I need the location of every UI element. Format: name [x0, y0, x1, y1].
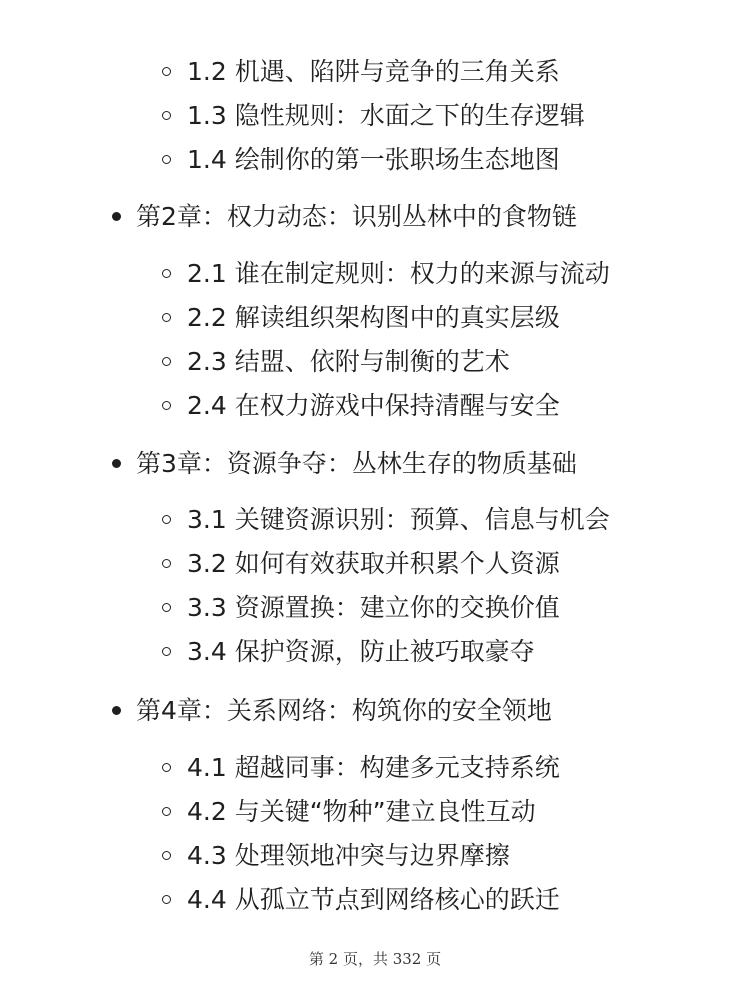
toc-section-text: 2.4 在权力游戏中保持清醒与安全 [187, 391, 560, 420]
toc-section-text: 3.3 资源置换：建立你的交换价值 [187, 593, 560, 622]
toc-section-2-3[interactable] [162, 340, 510, 384]
toc-section-3-1[interactable] [162, 498, 610, 542]
toc-section-text: 3.2 如何有效获取并积累个人资源 [187, 549, 560, 578]
toc-section-text: 3.1 关键资源识别：预算、信息与机会 [187, 505, 610, 534]
hollow-bullet-icon [162, 67, 171, 76]
hollow-bullet-icon [162, 269, 171, 278]
toc-section-4-3[interactable] [162, 834, 510, 878]
toc-section-3-2[interactable] [162, 542, 560, 586]
filled-bullet-icon [112, 459, 121, 468]
hollow-bullet-icon [162, 357, 171, 366]
toc-section-text: 4.4 从孤立节点到网络核心的跃迁 [187, 885, 560, 914]
toc-chapter-text: 第3章：资源争夺：丛林生存的物质基础 [136, 449, 577, 478]
toc-section-text: 2.1 谁在制定规则：权力的来源与流动 [187, 259, 610, 288]
toc-section-text: 1.2 机遇、陷阱与竞争的三角关系 [187, 57, 560, 86]
toc-chapter-text: 第2章：权力动态：识别丛林中的食物链 [136, 202, 577, 231]
hollow-bullet-icon [162, 807, 171, 816]
toc-section-1-3[interactable] [162, 94, 585, 138]
hollow-bullet-icon [162, 313, 171, 322]
toc-section-4-1[interactable] [162, 746, 560, 790]
toc-section-text: 4.1 超越同事：构建多元支持系统 [187, 753, 560, 782]
hollow-bullet-icon [162, 895, 171, 904]
toc-section-text: 4.2 与关键“物种”建立良性互动 [187, 797, 536, 826]
toc-section-4-4[interactable] [162, 878, 560, 922]
hollow-bullet-icon [162, 515, 171, 524]
hollow-bullet-icon [162, 647, 171, 656]
toc-chapter-text: 第4章：关系网络：构筑你的安全领地 [136, 696, 552, 725]
toc-section-text: 2.2 解读组织架构图中的真实层级 [187, 303, 560, 332]
hollow-bullet-icon [162, 155, 171, 164]
filled-bullet-icon [112, 706, 121, 715]
toc-section-text: 2.3 结盟、依附与制衡的艺术 [187, 347, 510, 376]
toc-section-4-2[interactable] [162, 790, 536, 834]
hollow-bullet-icon [162, 401, 171, 410]
filled-bullet-icon [112, 212, 121, 221]
hollow-bullet-icon [162, 603, 171, 612]
toc-section-3-3[interactable] [162, 586, 560, 630]
toc-section-1-4[interactable] [162, 138, 560, 182]
toc-section-text: 1.3 隐性规则：水面之下的生存逻辑 [187, 101, 585, 130]
page-number-footer: 第 2 页，共 332 页 [308, 950, 442, 968]
toc-section-2-4[interactable] [162, 384, 560, 428]
toc-section-3-4[interactable] [162, 630, 535, 674]
toc-chapter-4[interactable] [112, 689, 552, 733]
hollow-bullet-icon [162, 559, 171, 568]
hollow-bullet-icon [162, 111, 171, 120]
toc-section-text: 1.4 绘制你的第一张职场生态地图 [187, 145, 560, 174]
toc-section-2-1[interactable] [162, 252, 610, 296]
hollow-bullet-icon [162, 763, 171, 772]
hollow-bullet-icon [162, 851, 171, 860]
toc-chapter-2[interactable] [112, 195, 577, 239]
toc-section-1-2[interactable] [162, 50, 560, 94]
toc-chapter-3[interactable] [112, 442, 577, 486]
toc-section-text: 4.3 处理领地冲突与边界摩擦 [187, 841, 510, 870]
toc-section-2-2[interactable] [162, 296, 560, 340]
toc-section-text: 3.4 保护资源，防止被巧取豪夺 [187, 637, 535, 666]
